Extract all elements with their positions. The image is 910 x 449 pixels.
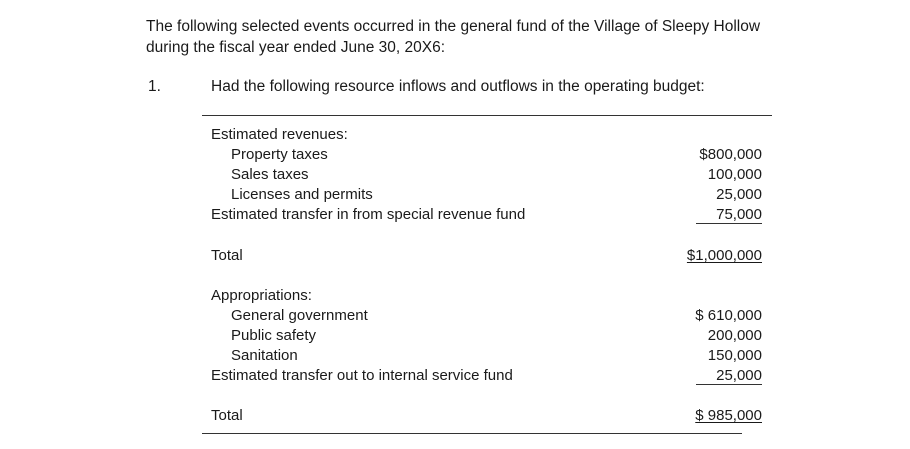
revenue-label-licenses: Licenses and permits bbox=[231, 186, 373, 203]
revenues-heading: Estimated revenues: bbox=[211, 126, 348, 143]
appropriation-label-general-government: General government bbox=[231, 307, 368, 324]
revenue-amount-licenses: 25,000 bbox=[716, 186, 762, 203]
revenues-total-amount: $1,000,000 bbox=[686, 247, 762, 264]
appropriation-amount-transfer-out: 25,000 bbox=[696, 367, 762, 385]
table-bottom-rule bbox=[202, 433, 742, 434]
appropriation-amount-public-safety: 200,000 bbox=[707, 327, 762, 344]
appropriations-heading: Appropriations: bbox=[211, 287, 312, 304]
revenue-amount-transfer-in: 75,000 bbox=[696, 206, 762, 224]
revenue-amount-property-taxes: $800,000 bbox=[699, 146, 762, 163]
appropriations-total-amount: $ 985,000 bbox=[695, 407, 762, 424]
appropriation-label-sanitation: Sanitation bbox=[231, 347, 298, 364]
intro-paragraph bbox=[146, 16, 866, 58]
revenue-label-transfer-in: Estimated transfer in from special revenue fund bbox=[211, 206, 526, 223]
intro-line-2: during the fiscal year ended June 30, 20X6: bbox=[146, 39, 446, 56]
table-top-rule bbox=[202, 115, 772, 116]
appropriation-amount-sanitation: 150,000 bbox=[707, 347, 762, 364]
item-number: 1. bbox=[148, 78, 161, 95]
appropriations-total-label: Total bbox=[211, 407, 243, 424]
appropriation-label-transfer-out: Estimated transfer out to internal service fund bbox=[211, 367, 513, 384]
appropriation-label-public-safety: Public safety bbox=[231, 327, 317, 344]
revenues-total-label: Total bbox=[211, 247, 243, 264]
revenue-label-property-taxes: Property taxes bbox=[231, 146, 328, 163]
revenue-label-sales-taxes: Sales taxes bbox=[231, 166, 309, 183]
intro-line-1: The following selected events occurred in the general fund of the Village of Sleepy Hollow bbox=[146, 18, 761, 35]
appropriation-amount-general-government: $ 610,000 bbox=[695, 307, 762, 324]
revenue-amount-sales-taxes: 100,000 bbox=[707, 166, 762, 183]
item-text: Had the following resource inflows and outflows in the operating budget: bbox=[211, 78, 705, 95]
